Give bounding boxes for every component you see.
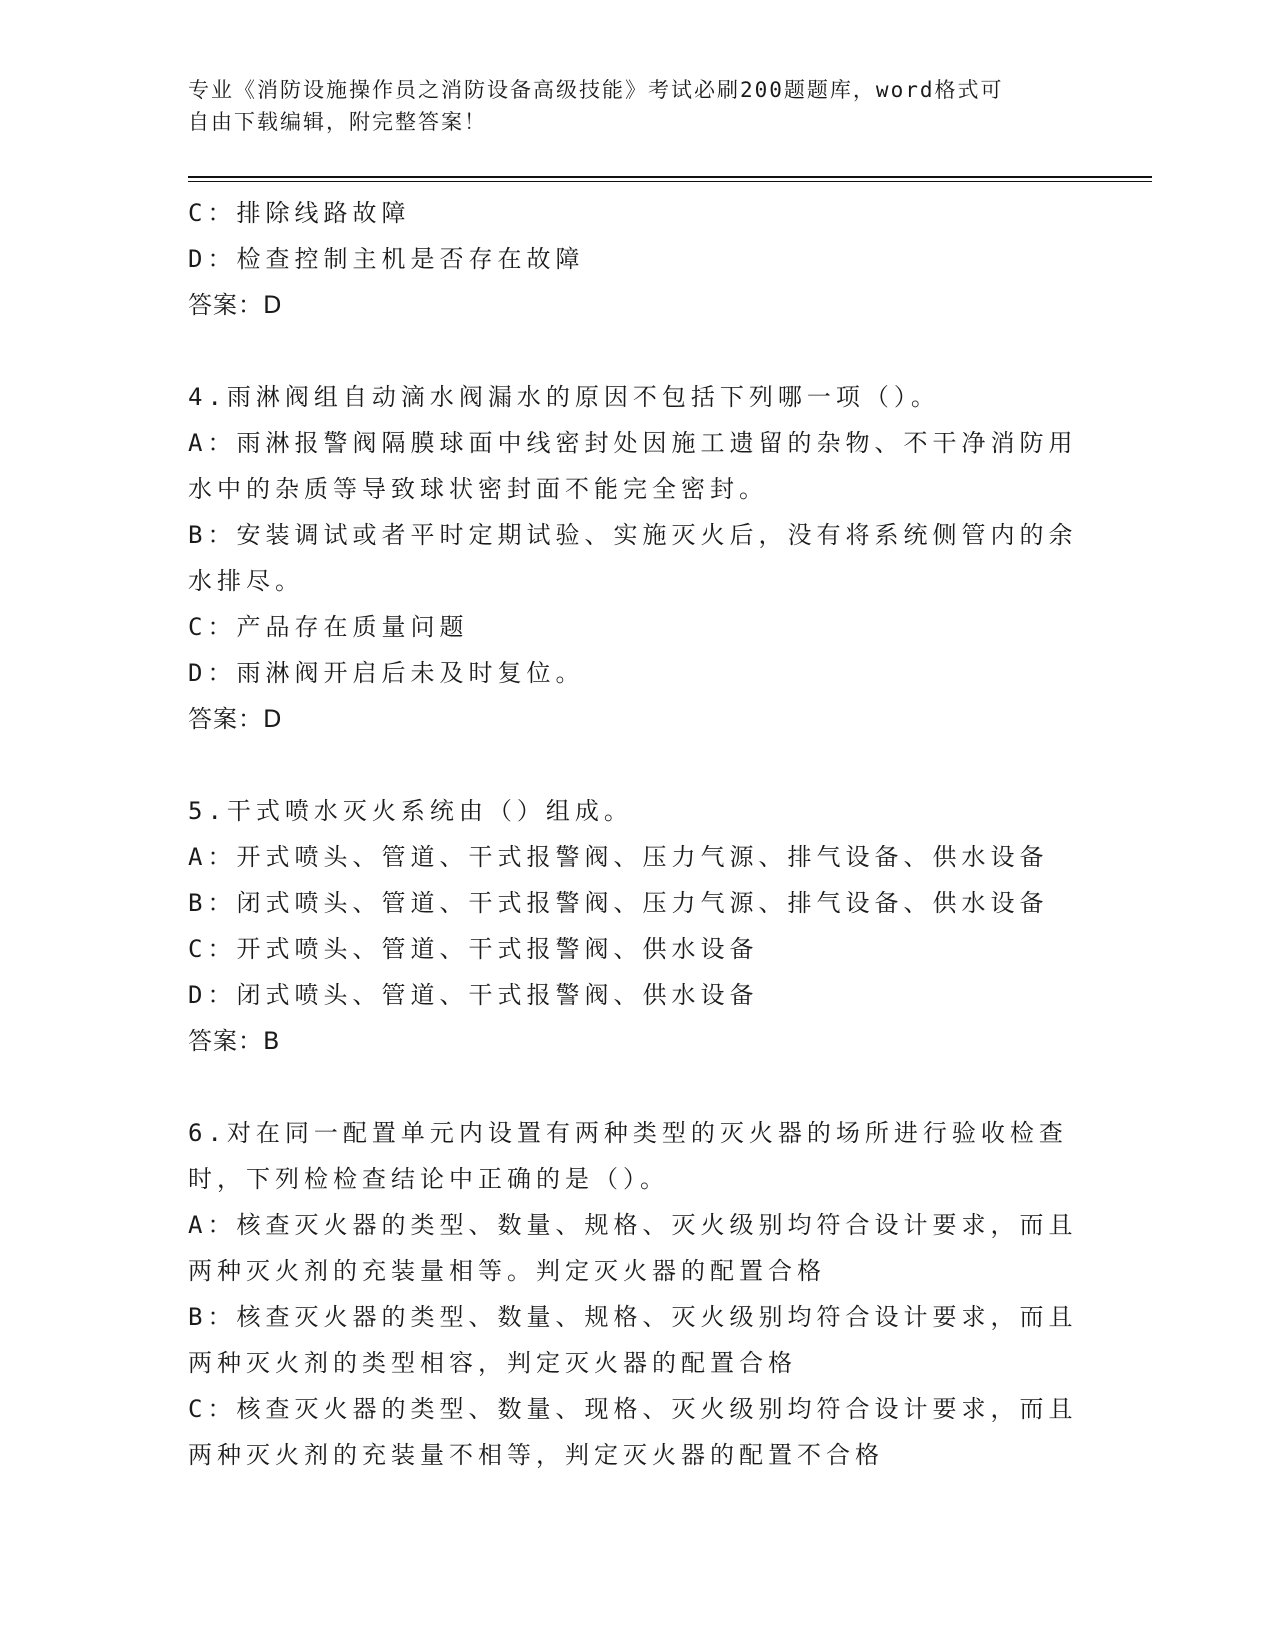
option-a-line-1: A：核查灭火器的类型、数量、规格、灭火级别均符合设计要求，而且 [188,1211,1078,1239]
header-divider-thick [188,176,1152,178]
document-body [188,190,1088,1478]
answer: 答案：B [188,1027,281,1055]
answer: 答案：D [188,705,283,733]
header-line-2: 自由下载编辑，附完整答案！ [188,110,487,134]
option-a: A：开式喷头、管道、干式报警阀、压力气源、排气设备、供水设备 [188,843,1049,871]
option-d: D：雨淋阀开启后未及时复位。 [188,659,585,687]
option-d: D：检查控制主机是否存在故障 [188,245,585,273]
header-divider-thin [188,181,1152,182]
question-4 [188,374,1088,742]
question-text-line-2: 时，下列检检查结论中正确的是（）。 [188,1165,669,1193]
answer: 答案：D [188,291,283,319]
spacer [188,328,1088,374]
option-d: D：闭式喷头、管道、干式报警阀、供水设备 [188,981,759,1009]
option-c: C：排除线路故障 [188,199,411,227]
option-a-line-1: A：雨淋报警阀隔膜球面中线密封处因施工遗留的杂物、不干净消防用 [188,429,1078,457]
question-text-line-1: 6.对在同一配置单元内设置有两种类型的灭火器的场所进行验收检查 [188,1119,1068,1147]
option-b-line-1: B：核查灭火器的类型、数量、规格、灭火级别均符合设计要求，而且 [188,1303,1078,1331]
question-text: 4.雨淋阀组自动滴水阀漏水的原因不包括下列哪一项（）。 [188,383,940,411]
option-c: C：产品存在质量问题 [188,613,469,641]
option-b: B：闭式喷头、管道、干式报警阀、压力气源、排气设备、供水设备 [188,889,1049,917]
question-5 [188,788,1088,1064]
question-6 [188,1110,1088,1478]
option-a-line-2: 两种灭火剂的充装量相等。判定灭火器的配置合格 [188,1257,826,1285]
document-header [188,74,1088,138]
option-c: C：开式喷头、管道、干式报警阀、供水设备 [188,935,759,963]
spacer [188,1064,1088,1110]
option-c-line-1: C：核查灭火器的类型、数量、现格、灭火级别均符合设计要求，而且 [188,1395,1078,1423]
spacer [188,742,1088,788]
header-line-1: 专业《消防设施操作员之消防设备高级技能》考试必刷200题题库，word格式可 [188,78,1004,102]
question-text: 5.干式喷水灭火系统由（）组成。 [188,797,633,825]
option-a-line-2: 水中的杂质等导致球状密封面不能完全密封。 [188,475,768,503]
option-b-line-2: 水排尽。 [188,567,304,595]
option-b-line-1: B：安装调试或者平时定期试验、实施灭火后，没有将系统侧管内的余 [188,521,1078,549]
option-c-line-2: 两种灭火剂的充装量不相等，判定灭火器的配置不合格 [188,1441,884,1469]
option-b-line-2: 两种灭火剂的类型相容，判定灭火器的配置合格 [188,1349,797,1377]
question-3-tail [188,190,1088,328]
